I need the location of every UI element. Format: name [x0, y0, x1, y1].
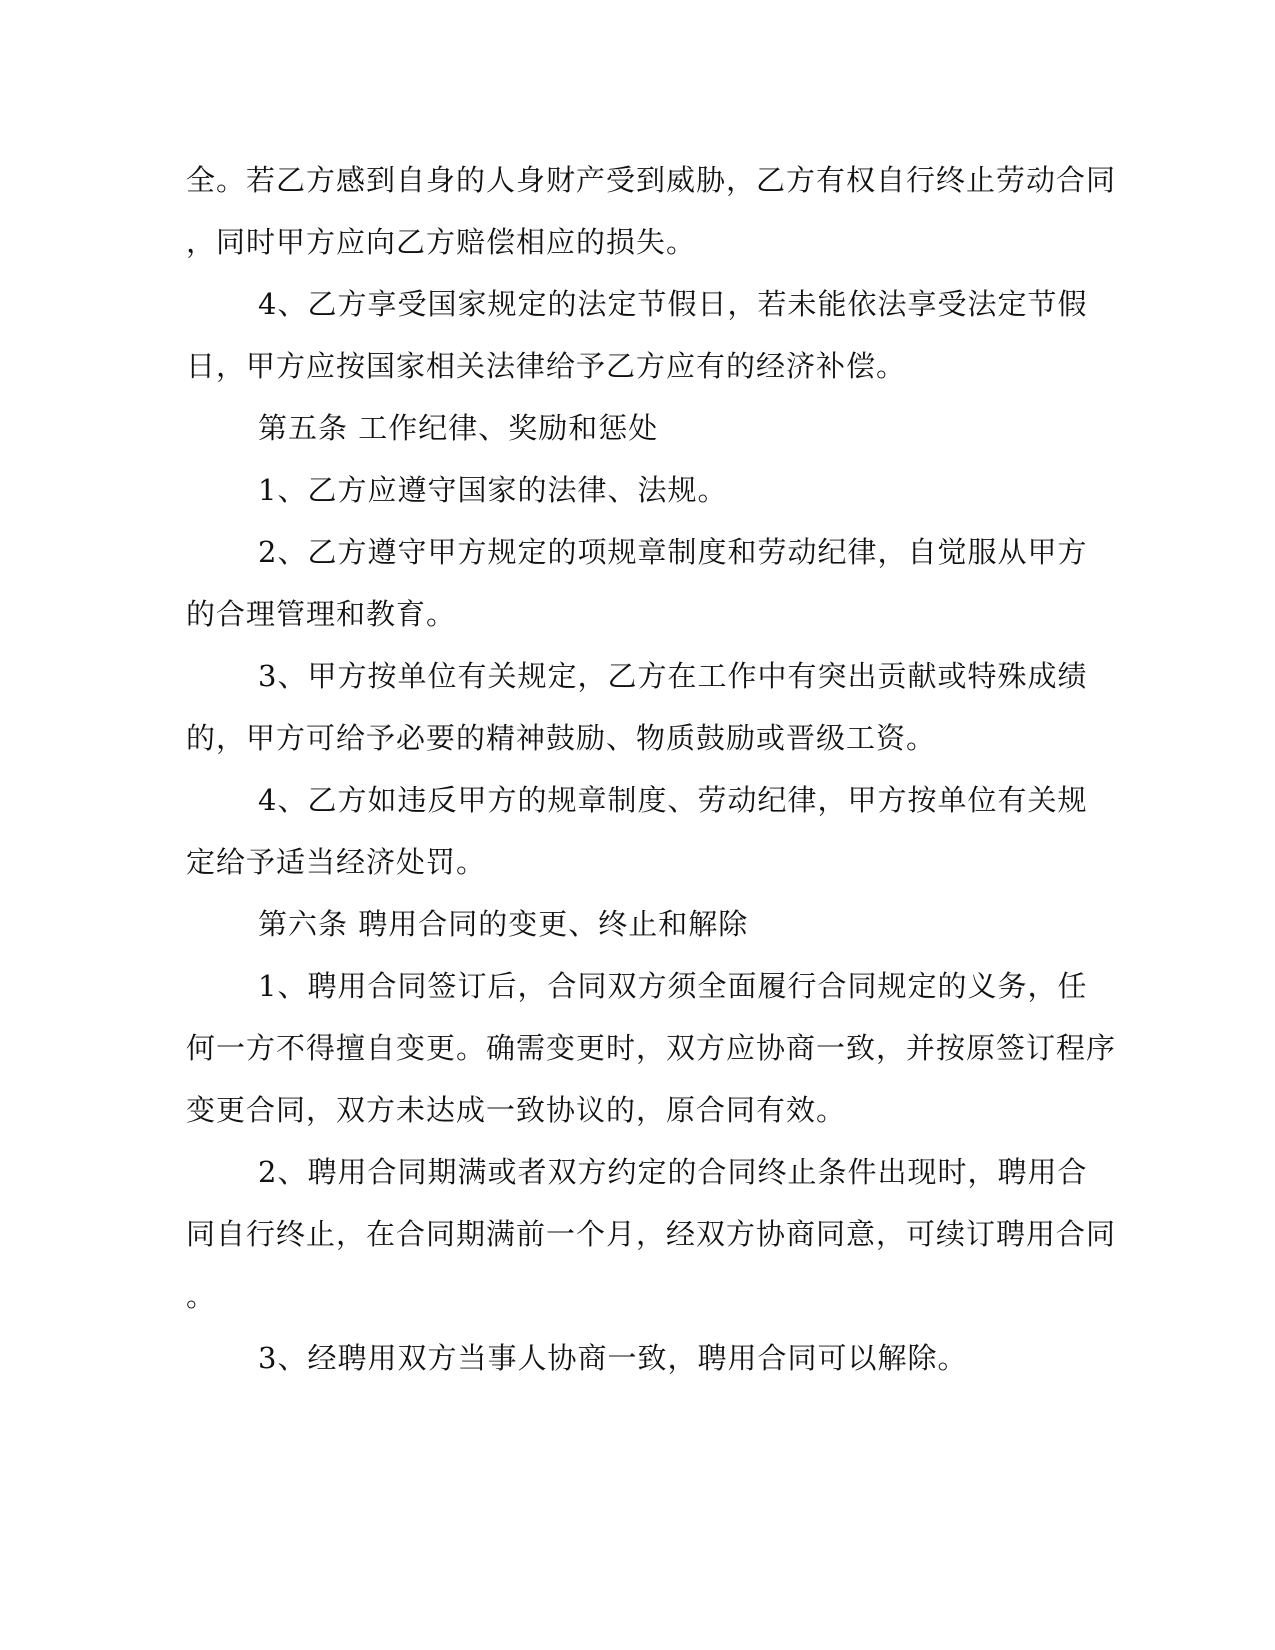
- text-line: 的，甲方可给予必要的精神鼓励、物质鼓励或晋级工资。: [186, 721, 937, 755]
- text-line: 何一方不得擅自变更。确需变更时，双方应协商一致，并按原签订程序: [186, 1031, 1117, 1065]
- text-line: 同自行终止，在合同期满前一个月，经双方协商同意，可续订聘用合同: [186, 1217, 1117, 1251]
- text-line: 全。若乙方感到自身的人身财产受到威胁，乙方有权自行终止劳动合同: [186, 163, 1117, 197]
- section-heading: 第六条 聘用合同的变更、终止和解除: [258, 907, 749, 941]
- text-line: 1、聘用合同签订后，合同双方须全面履行合同规定的义务，任: [258, 969, 1088, 1003]
- text-line: 。: [186, 1279, 217, 1313]
- text-line: 2、乙方遵守甲方规定的项规章制度和劳动纪律，自觉服从甲方: [258, 535, 1088, 569]
- section-heading: 第五条 工作纪律、奖励和惩处: [258, 411, 659, 445]
- text-line: 2、聘用合同期满或者双方约定的合同终止条件出现时，聘用合: [258, 1155, 1088, 1189]
- text-line: ，同时甲方应向乙方赔偿相应的损失。: [186, 225, 697, 259]
- text-line: 定给予适当经济处罚。: [186, 845, 487, 879]
- text-line: 3、甲方按单位有关规定，乙方在工作中有突出贡献或特殊成绩: [258, 659, 1088, 693]
- text-line: 3、经聘用双方当事人协商一致，聘用合同可以解除。: [258, 1341, 968, 1375]
- text-line: 4、乙方如违反甲方的规章制度、劳动纪律，甲方按单位有关规: [258, 783, 1088, 817]
- text-line: 1、乙方应遵守国家的法律、法规。: [258, 473, 728, 507]
- text-line: 的合理管理和教育。: [186, 597, 457, 631]
- text-line: 变更合同，双方未达成一致协议的，原合同有效。: [186, 1093, 847, 1127]
- text-line: 日，甲方应按国家相关法律给予乙方应有的经济补偿。: [186, 349, 907, 383]
- text-line: 4、乙方享受国家规定的法定节假日，若未能依法享受法定节假: [258, 287, 1088, 321]
